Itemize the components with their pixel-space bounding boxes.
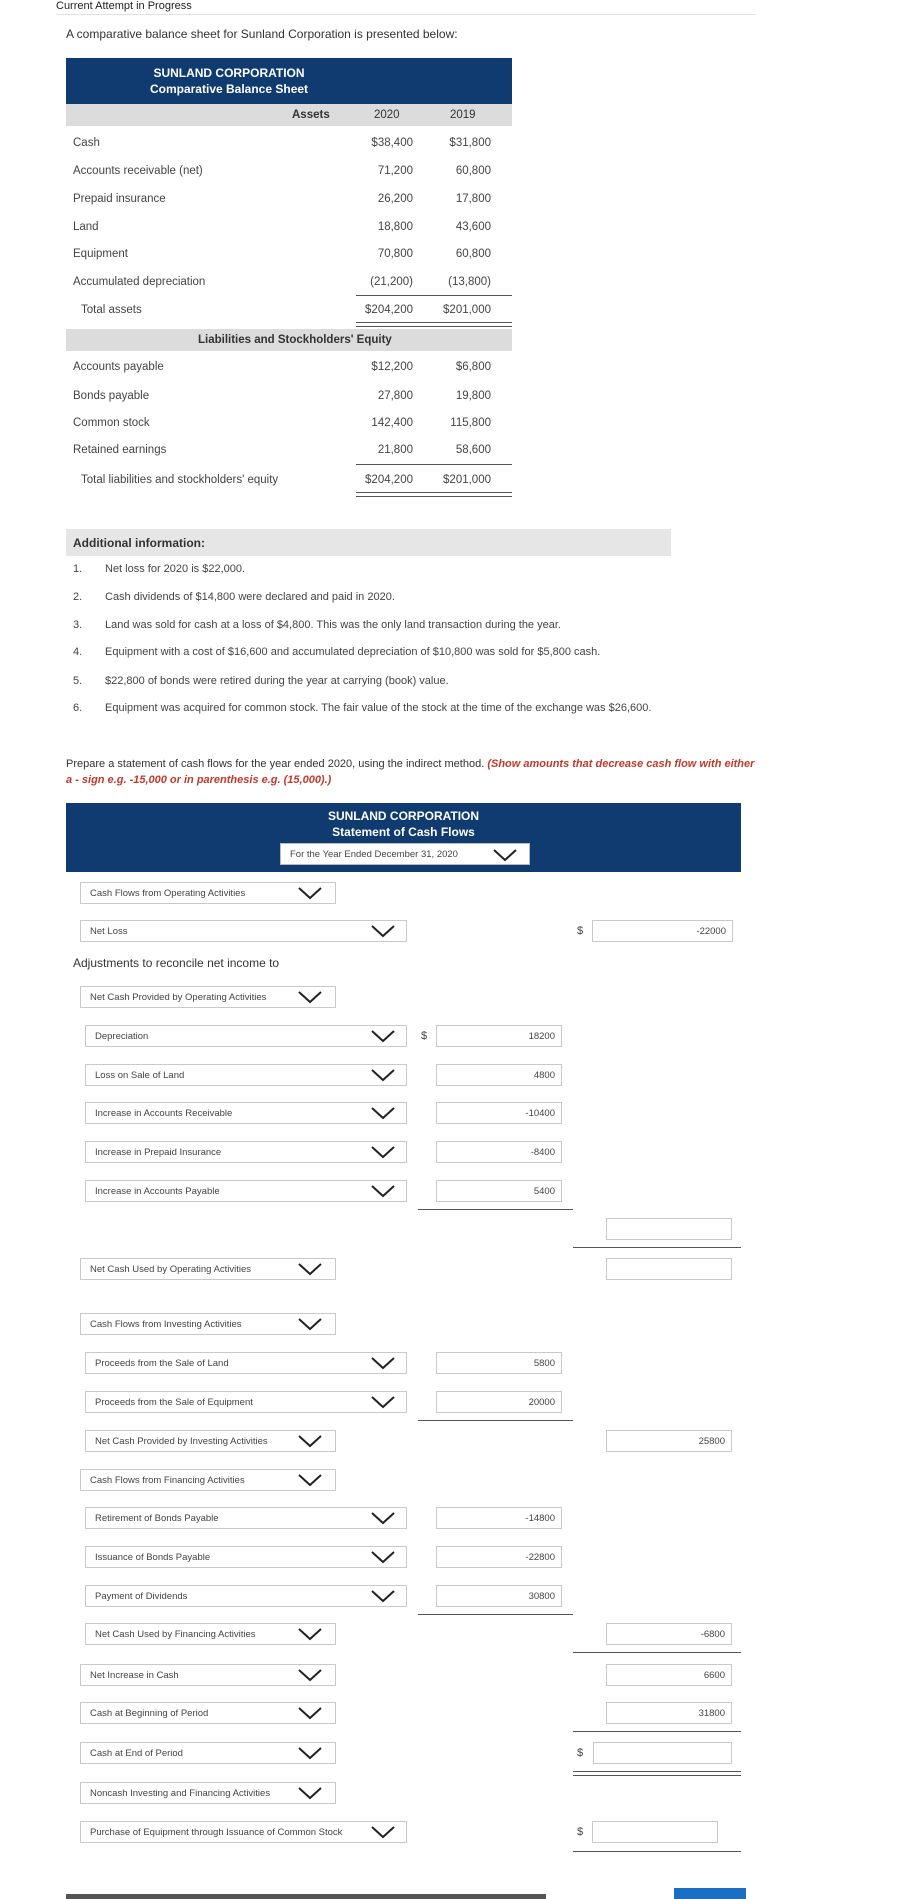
pay-div-input[interactable] <box>436 1585 562 1607</box>
chevron-down-icon <box>297 1317 323 1331</box>
chevron-down-icon <box>370 1356 396 1370</box>
asset-2019: 43,600 <box>455 221 491 233</box>
info-text: $22,800 of bonds were retired during the year at carrying (book) value. <box>105 675 449 687</box>
proc-equip-amount: 20000 <box>528 1397 555 1408</box>
net-inc-cash-label: Net Increase in Cash <box>90 1670 179 1681</box>
inc-ap-input[interactable] <box>436 1180 562 1202</box>
depreciation-dropdown[interactable] <box>85 1025 407 1047</box>
info-number: 1. <box>73 563 83 575</box>
net-loss-value: Net Loss <box>90 926 128 937</box>
depreciation-input[interactable] <box>436 1025 562 1047</box>
total-double-rule <box>356 492 512 497</box>
asset-label: Cash <box>73 137 100 149</box>
year-2019: 2019 <box>450 109 476 121</box>
chevron-down-icon <box>370 1029 396 1043</box>
proc-land-amount: 5800 <box>533 1358 555 1369</box>
subtotal-rule <box>573 1731 741 1732</box>
liab-2020: 27,800 <box>377 390 413 402</box>
asset-2020: (21,200) <box>370 276 413 288</box>
inc-prepaid-label: Increase in Prepaid Insurance <box>95 1147 222 1158</box>
pay-div-label: Payment of Dividends <box>95 1591 188 1602</box>
asset-2020: 70,800 <box>377 248 413 260</box>
subtotal-rule <box>356 295 512 296</box>
ret-bonds-label: Retirement of Bonds Payable <box>95 1513 219 1524</box>
liab-heading: Liabilities and Stockholders' Equity <box>198 334 392 346</box>
inv-heading-value: Cash Flows from Investing Activities <box>90 1319 242 1330</box>
asset-2020: $38,400 <box>371 137 413 149</box>
subtotal-rule <box>418 1209 573 1210</box>
total-liab-2019: $201,000 <box>443 474 491 486</box>
chevron-down-icon <box>297 1627 323 1641</box>
net-loss-input[interactable] <box>592 920 733 942</box>
chevron-down-icon <box>297 1668 323 1682</box>
total-double-rule <box>356 322 512 327</box>
info-number: 3. <box>73 619 83 631</box>
liab-2020: 142,400 <box>371 417 413 429</box>
net-fin-amount: -6800 <box>700 1629 725 1640</box>
purchase-equip-label: Purchase of Equipment through Issuance of Common Stock <box>90 1827 343 1838</box>
additional-info-heading: Additional information: <box>73 536 205 550</box>
fin-heading-value: Cash Flows from Financing Activities <box>90 1475 245 1486</box>
bs-column-header <box>66 104 512 126</box>
info-text: Equipment with a cost of $16,600 and accumulated depreciation of $10,800 was sold for $5,800 cash. <box>105 646 601 658</box>
proc-land-dropdown[interactable] <box>85 1352 407 1374</box>
iss-bonds-dropdown[interactable] <box>85 1546 407 1568</box>
net-fin-label: Net Cash Used by Financing Activities <box>95 1629 256 1640</box>
divider <box>56 14 756 15</box>
op-heading-value: Cash Flows from Operating Activities <box>90 888 246 899</box>
subtotal-rule <box>418 1614 573 1615</box>
inc-ar-label: Increase in Accounts Receivable <box>95 1108 233 1119</box>
chevron-down-icon <box>297 1746 323 1760</box>
proc-equip-label: Proceeds from the Sale of Equipment <box>95 1397 253 1408</box>
asset-2019: 17,800 <box>455 193 491 205</box>
scf-title: Statement of Cash Flows <box>332 825 475 839</box>
subtotal-rule <box>573 1247 741 1248</box>
purchase-equip-dropdown[interactable] <box>80 1821 407 1843</box>
proc-equip-input[interactable] <box>436 1391 562 1413</box>
period-value: For the Year Ended December 31, 2020 <box>290 849 458 860</box>
info-text: Cash dividends of $14,800 were declared and paid in 2020. <box>105 591 395 603</box>
asset-2019: $31,800 <box>449 137 491 149</box>
net-op-input[interactable] <box>606 1258 732 1280</box>
proc-equip-dropdown[interactable] <box>85 1391 407 1413</box>
net-inv-label: Net Cash Provided by Investing Activities <box>95 1436 268 1447</box>
loss-land-dropdown[interactable] <box>85 1064 407 1086</box>
attempt-title: Current Attempt in Progress <box>56 0 192 12</box>
depreciation-amount: 18200 <box>528 1031 555 1042</box>
purchase-equip-input[interactable] <box>592 1821 718 1843</box>
net-fin-input[interactable] <box>606 1623 732 1645</box>
info-number: 2. <box>73 591 83 603</box>
total-assets-label: Total assets <box>81 304 142 316</box>
intro-text: A comparative balance sheet for Sunland Corporation is presented below: <box>66 27 458 41</box>
liab-2019: 115,800 <box>450 417 491 429</box>
cash-begin-amount: 31800 <box>698 1708 725 1719</box>
net-loss-amount: -22000 <box>696 926 726 937</box>
total-liab-2020: $204,200 <box>365 474 413 486</box>
chevron-down-icon <box>297 1473 323 1487</box>
subtotal-rule <box>356 464 512 465</box>
period-dropdown[interactable] <box>280 843 530 865</box>
liab-label: Common stock <box>73 417 150 429</box>
liab-2020: 21,800 <box>377 444 413 456</box>
assets-heading: Assets <box>292 109 330 121</box>
asset-label: Accounts receivable (net) <box>73 165 203 177</box>
inc-prepaid-amount: -8400 <box>530 1147 555 1158</box>
asset-2019: 60,800 <box>455 165 491 177</box>
instructions <box>66 756 756 788</box>
cash-end-label: Cash at End of Period <box>90 1748 183 1759</box>
dollar-sign: $ <box>577 1826 584 1838</box>
chevron-down-icon <box>297 990 323 1004</box>
inc-ap-dropdown[interactable] <box>85 1180 407 1202</box>
chevron-down-icon <box>370 1395 396 1409</box>
chevron-down-icon <box>370 924 396 938</box>
pay-div-dropdown[interactable] <box>85 1585 407 1607</box>
liab-label: Retained earnings <box>73 444 167 456</box>
chevron-down-icon <box>370 1184 396 1198</box>
chevron-down-icon <box>370 1145 396 1159</box>
ret-bonds-input[interactable] <box>436 1507 562 1529</box>
info-number: 5. <box>73 675 83 687</box>
adjustments-value: Net Cash Provided by Operating Activities <box>90 992 267 1003</box>
info-text: Equipment was acquired for common stock. The fair value of the stock at the time of the exchange was $26,600. <box>105 702 652 714</box>
bottom-toolbar <box>66 1888 746 1899</box>
chevron-down-icon <box>370 1068 396 1082</box>
proc-land-input[interactable] <box>436 1352 562 1374</box>
instructions-hint: (Show amounts that decrease cash flow with either a - sign e.g. -15,000 or in parenthesis e.g. (15,000).) <box>66 758 755 786</box>
bs-company: SUNLAND CORPORATION <box>153 66 305 80</box>
chevron-down-icon <box>297 1786 323 1800</box>
iss-bonds-amount: -22800 <box>525 1552 555 1563</box>
loss-land-amount: 4800 <box>533 1070 555 1081</box>
balance-sheet-header <box>66 58 512 104</box>
chevron-down-icon <box>370 1106 396 1120</box>
noncash-label: Noncash Investing and Financing Activities <box>90 1788 271 1799</box>
depreciation-label: Depreciation <box>95 1031 149 1042</box>
inc-ar-amount: -10400 <box>525 1108 555 1119</box>
net-inc-cash-input[interactable] <box>606 1664 732 1686</box>
chevron-down-icon <box>492 848 518 862</box>
chevron-down-icon <box>370 1550 396 1564</box>
chevron-down-icon <box>370 1589 396 1603</box>
info-number: 4. <box>73 646 83 658</box>
chevron-down-icon <box>297 1706 323 1720</box>
scf-header <box>66 803 741 872</box>
total-adjustments-input[interactable] <box>606 1218 732 1240</box>
chevron-down-icon <box>297 1262 323 1276</box>
asset-2020: 26,200 <box>377 193 413 205</box>
dollar-sign: $ <box>577 925 584 937</box>
inc-ap-amount: 5400 <box>533 1186 555 1197</box>
info-number: 6. <box>73 702 83 714</box>
inc-ap-label: Increase in Accounts Payable <box>95 1186 220 1197</box>
cash-end-input[interactable] <box>593 1742 732 1764</box>
chevron-down-icon <box>297 1434 323 1448</box>
asset-label: Prepaid insurance <box>73 193 166 205</box>
net-inv-input[interactable] <box>606 1430 732 1452</box>
net-inc-cash-amount: 6600 <box>703 1670 725 1681</box>
liab-label: Bonds payable <box>73 390 150 402</box>
instructions-text: Prepare a statement of cash flows for the year ended 2020, using the indirect method. <box>66 758 485 770</box>
bs-title: Comparative Balance Sheet <box>149 82 309 96</box>
subtotal-rule <box>418 1420 573 1421</box>
inc-prepaid-input[interactable] <box>436 1141 562 1163</box>
loss-land-input[interactable] <box>436 1064 562 1086</box>
asset-label: Equipment <box>73 248 128 260</box>
dollar-sign: $ <box>421 1030 428 1042</box>
liab-2019: 19,800 <box>455 390 491 402</box>
chevron-down-icon <box>370 1511 396 1525</box>
total-double-rule <box>573 1771 741 1776</box>
liab-2019: 58,600 <box>455 444 491 456</box>
ret-bonds-amount: -14800 <box>525 1513 555 1524</box>
total-liab-label: Total liabilities and stockholders' equity <box>81 474 279 486</box>
asset-label: Land <box>73 221 99 233</box>
liab-column-header <box>66 329 512 351</box>
net-loss-dropdown[interactable] <box>80 920 407 942</box>
inc-ar-dropdown[interactable] <box>85 1102 407 1124</box>
inc-ar-input[interactable] <box>436 1102 562 1124</box>
adjustments-text: Adjustments to reconcile net income to <box>73 956 280 970</box>
net-inv-amount: 25800 <box>698 1436 725 1447</box>
info-text: Land was sold for cash at a loss of $4,800. This was the only land transaction during the year. <box>105 619 561 631</box>
pay-div-amount: 30800 <box>528 1591 555 1602</box>
cash-begin-input[interactable] <box>606 1702 732 1724</box>
ret-bonds-dropdown[interactable] <box>85 1507 407 1529</box>
chevron-down-icon <box>370 1825 396 1839</box>
liab-label: Accounts payable <box>73 361 164 373</box>
year-2020: 2020 <box>374 109 400 121</box>
cash-begin-label: Cash at Beginning of Period <box>90 1708 209 1719</box>
iss-bonds-label: Issuance of Bonds Payable <box>95 1552 211 1563</box>
net-op-label: Net Cash Used by Operating Activities <box>90 1264 252 1275</box>
asset-2019: (13,800) <box>448 276 491 288</box>
submit-answer-button[interactable] <box>674 1888 746 1899</box>
info-text: Net loss for 2020 is $22,000. <box>105 563 246 575</box>
chevron-down-icon <box>297 886 323 900</box>
total-assets-2019: $201,000 <box>443 304 491 316</box>
asset-label: Accumulated depreciation <box>73 276 206 288</box>
subtotal-rule <box>573 1652 741 1653</box>
iss-bonds-input[interactable] <box>436 1546 562 1568</box>
inc-prepaid-dropdown[interactable] <box>85 1141 407 1163</box>
total-assets-2020: $204,200 <box>365 304 413 316</box>
liab-2020: $12,200 <box>371 361 413 373</box>
asset-2020: 18,800 <box>377 221 413 233</box>
liab-2019: $6,800 <box>455 361 491 373</box>
loss-land-label: Loss on Sale of Land <box>95 1070 185 1081</box>
additional-info-header <box>66 529 671 556</box>
proc-land-label: Proceeds from the Sale of Land <box>95 1358 229 1369</box>
subtotal-rule <box>573 1851 741 1852</box>
scf-company: SUNLAND CORPORATION <box>327 809 480 823</box>
dollar-sign: $ <box>577 1747 584 1759</box>
asset-2019: 60,800 <box>455 248 491 260</box>
asset-2020: 71,200 <box>377 165 413 177</box>
footer-bar <box>66 1894 546 1899</box>
